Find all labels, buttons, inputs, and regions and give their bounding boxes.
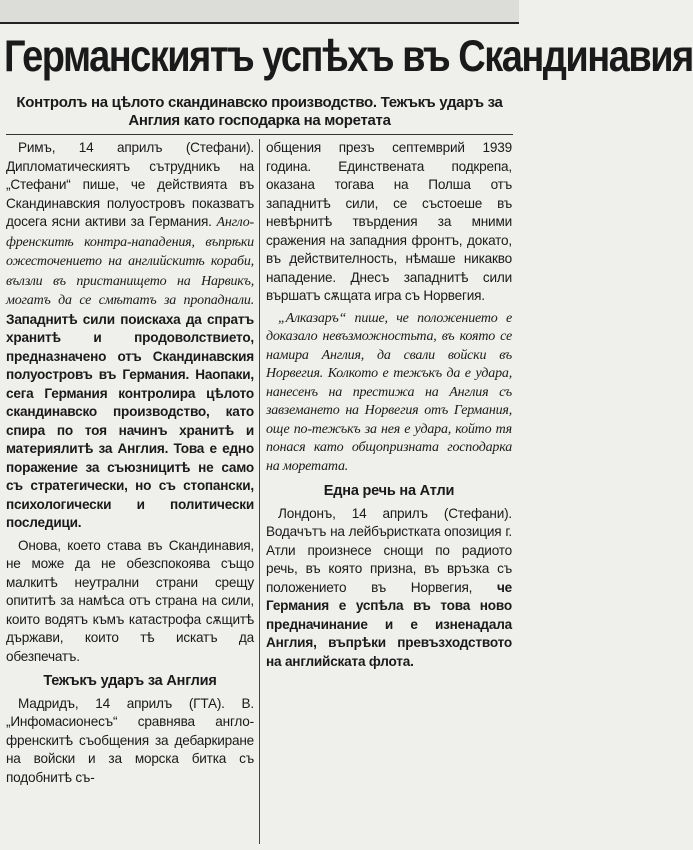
london-report-bold: че Германия е успѣла въ това ново предначинание и е изненадала Англия, въпрѣки превъзходството на английската флота. xyxy=(266,579,512,669)
header-rule xyxy=(6,134,513,135)
section-title-heavy-blow: Тежъкъ ударъ за Англия xyxy=(43,673,217,689)
left-paragraph-1 xyxy=(6,139,254,533)
rome-report-lead: Римъ, 14 априлъ (Стефани). Дипломатическиятъ сътрудникъ на „Стефани“ пише, че действията въ Скандинавския полуостровъ показватъ досега ясни активи за Германия. xyxy=(6,140,254,229)
right-paragraph-1: общения презъ септемврий 1939 година. Единствената подкрепа, оказана тогава на Полша отъ западнитѣ сили, се състоеше въ невѣрнитѣ твърдения за мними сражения на западния фронтъ, докато, въ действителность, нѣмаше никакво нападение. Днесъ западнитѣ сили вършатъ сѫщата игра съ Норвегия. xyxy=(266,140,512,303)
alcazar-report: „Алказаръ“ пише, че положението е доказало невъзможностьта, въ която се намира Англия, да свали войски въ Норвегия. Колкото е тежъкъ да е удара, нанесенъ на престижа на Англия съ завземането на Норвегия отъ Германия, още по-тежъкъ за нея е удара, който тя понася като общопризната господарка на моретата. xyxy=(266,310,512,474)
left-paragraph-2: Онова, което става въ Скандинавия, не може да не обезспокоява също малкитѣ неутрални страни срещу опититѣ за намѣса отъ страна на сили, които водятъ къмъ катастрофа сѫщитѣ държави, които тѣ искатъ да обезпечатъ. xyxy=(6,537,254,664)
left-column xyxy=(6,139,254,791)
rome-report-italic: Англо-френскитѣ контра-нападения, въпрѣки ожесточението на английскитѣ кораби, вълзли въ пристанището на Нарвикъ, могатъ да се смѣтатъ за пропаднали. xyxy=(6,215,254,308)
london-report xyxy=(266,505,512,672)
london-report-lead: Лондонъ, 14 априлъ (Стефани). Водачътъ на лейбъристката опозиция г. Атли произнесе снощи по радиото речь, въ която призна, въ връзка съ положението въ Норвегия, xyxy=(266,505,512,595)
section-title-attlee-speech: Една речь на Атли xyxy=(323,483,455,499)
article-headline: Германскиятъ успѣхъ въ Скандинавия xyxy=(4,32,693,82)
rome-report-bold: Западнитѣ сили поискаха да спратъ хранитѣ и продоволствието, предназначено отъ Скандинавския полуостровъ въ Германия. Наопаки, сега Германия контролира цѣлото скандинавско производство, като спира по тоя начинъ хранитѣ и материялитѣ за Англия. Това е едно поражение за съюзницитѣ не само съ стратегически, но съ стопански, психологически и политически последици. xyxy=(6,311,254,530)
column-divider xyxy=(259,139,260,844)
article-subheadline: Контролъ на цѣлото скандинавско производство. Тежъкъ ударъ за Англия като господарка на моретата xyxy=(16,94,503,129)
madrid-report: Мадридъ, 14 априлъ (ГТА). В. „Инфомасионесъ“ сравнява англо-френскитѣ съобщения за дебаркиране на войски и за морска битка съ подобнитѣ съ- xyxy=(6,695,254,785)
right-column xyxy=(266,139,512,675)
